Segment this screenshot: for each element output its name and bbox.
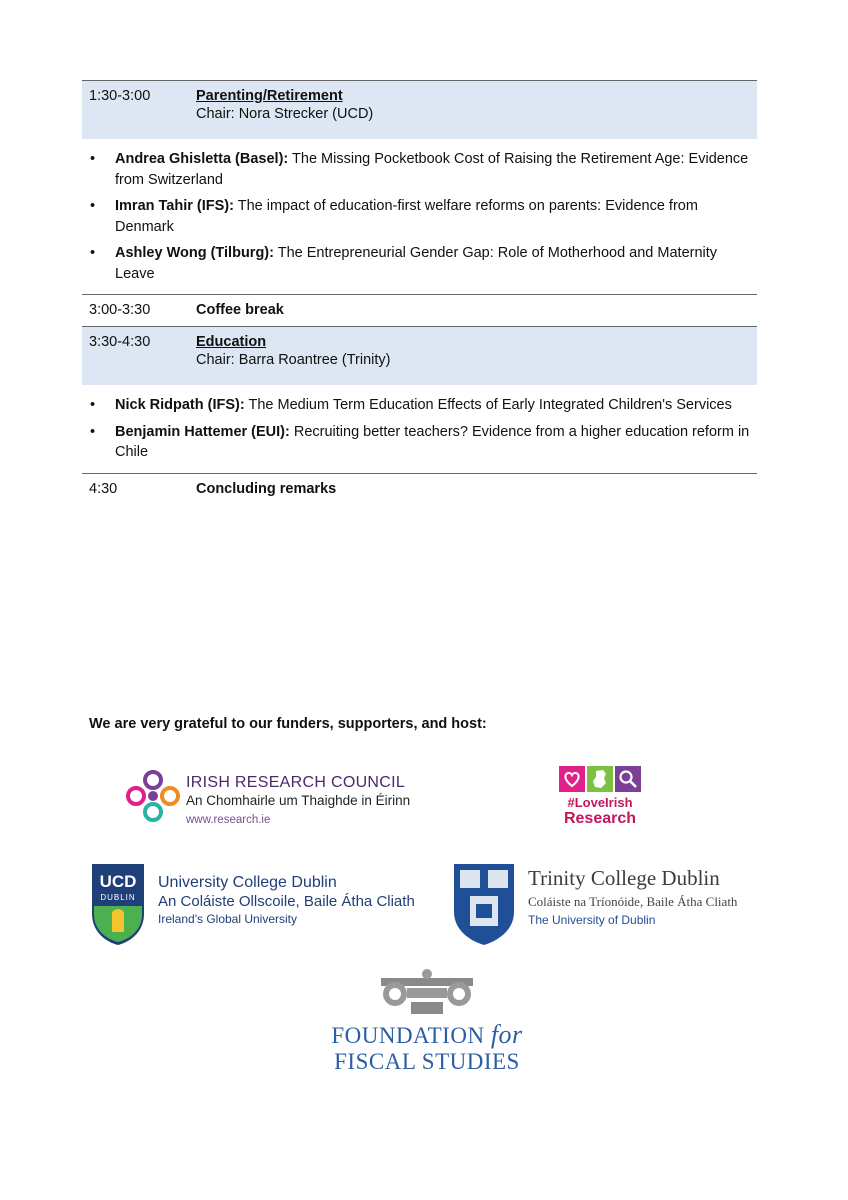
ucd-logo bbox=[90, 862, 435, 946]
talk-list bbox=[82, 385, 757, 473]
session-chair: Chair: Nora Strecker (UCD) bbox=[196, 106, 374, 122]
session-title: Parenting/Retirement bbox=[196, 88, 343, 104]
session-concluding bbox=[82, 473, 757, 505]
ionic-capital-icon bbox=[377, 968, 477, 1016]
heart-icon bbox=[559, 766, 585, 792]
ucd-shield-subtext: DUBLIN bbox=[100, 893, 136, 902]
ffs-logo bbox=[322, 968, 532, 1080]
irc-name: IRISH RESEARCH COUNCIL bbox=[186, 774, 406, 791]
session-header-education bbox=[82, 326, 757, 385]
loveirish-logo bbox=[558, 766, 642, 836]
talk-item bbox=[82, 243, 757, 284]
talk-speaker: Ashley Wong (Tilburg): bbox=[115, 245, 274, 261]
session-time: 1:30-3:00 bbox=[89, 88, 151, 104]
session-time: 4:30 bbox=[89, 480, 118, 497]
tcd-tagline: The University of Dublin bbox=[528, 913, 656, 927]
ffs-line2: FISCAL STUDIES bbox=[334, 1049, 520, 1074]
ffs-for: for bbox=[490, 1020, 523, 1049]
irc-logo bbox=[124, 768, 414, 830]
ucd-tagline: Ireland's Global University bbox=[158, 912, 298, 926]
talk-speaker: Nick Ridpath (IFS): bbox=[115, 397, 245, 413]
bullet-icon: • bbox=[90, 423, 96, 440]
irc-knot-icon bbox=[124, 768, 182, 830]
ucd-irish-name: An Coláiste Ollscoile, Baile Átha Cliath bbox=[158, 893, 415, 910]
tcd-crest-icon bbox=[452, 862, 516, 946]
talk-speaker: Andrea Ghisletta (Basel): bbox=[115, 151, 289, 167]
ireland-map-icon bbox=[587, 766, 613, 792]
irc-subtitle: An Chomhairle um Thaighde in Éirinn bbox=[186, 793, 411, 808]
talk-list bbox=[82, 139, 757, 294]
bullet-icon: • bbox=[90, 397, 96, 413]
talk-title: Recruiting better teachers? Evidence from a higher education reform in Chile bbox=[115, 423, 750, 460]
talk-title: The Entrepreneurial Gender Gap: Role of Motherhood and Maternity Leave bbox=[115, 245, 718, 282]
session-time: 3:30-4:30 bbox=[89, 334, 151, 350]
bullet-icon: • bbox=[90, 151, 96, 167]
ffs-line1 bbox=[322, 1022, 532, 1049]
talk-speaker: Imran Tahir (IFS): bbox=[115, 198, 234, 214]
tcd-name: Trinity College Dublin bbox=[528, 866, 720, 890]
agenda bbox=[82, 80, 757, 505]
talk-title: The impact of education-first welfare reforms on parents: Evidence from Denmark bbox=[115, 198, 698, 235]
bullet-icon: • bbox=[90, 198, 96, 214]
talk-item bbox=[82, 149, 757, 190]
ucd-shield-text: UCD bbox=[99, 872, 137, 891]
talk-title: The Missing Pocketbook Cost of Raising the Retirement Age: Evidence from Switzerland bbox=[115, 151, 749, 188]
ucd-name: University College Dublin bbox=[158, 874, 337, 891]
loveirish-line2: Research bbox=[563, 810, 637, 827]
session-coffee-break bbox=[82, 294, 757, 326]
bullet-icon: • bbox=[90, 245, 96, 261]
tcd-logo bbox=[452, 862, 757, 946]
ffs-foundation: FOUNDATION bbox=[331, 1023, 485, 1048]
talk-item bbox=[82, 196, 757, 237]
magnifier-icon bbox=[615, 766, 641, 792]
talk-title: The Medium Term Education Effects of Early Integrated Children's Services bbox=[248, 397, 732, 413]
session-time: 3:00-3:30 bbox=[89, 302, 151, 318]
session-title: Education bbox=[196, 334, 267, 350]
session-chair: Chair: Barra Roantree (Trinity) bbox=[196, 352, 391, 368]
loveirish-line1: #LoveIrish bbox=[567, 795, 633, 810]
talk-item bbox=[82, 422, 757, 463]
session-title: Concluding remarks bbox=[196, 480, 337, 497]
talk-speaker: Benjamin Hattemer (EUI): bbox=[115, 423, 290, 440]
tcd-irish-name: Coláiste na Tríonóide, Baile Átha Cliath bbox=[528, 894, 738, 909]
thanks-text: We are very grateful to our funders, supporters, and host: bbox=[89, 716, 487, 732]
irc-url: www.research.ie bbox=[186, 814, 271, 826]
session-header-parenting bbox=[82, 80, 757, 139]
session-title: Coffee break bbox=[196, 302, 284, 318]
talk-item bbox=[82, 395, 757, 416]
